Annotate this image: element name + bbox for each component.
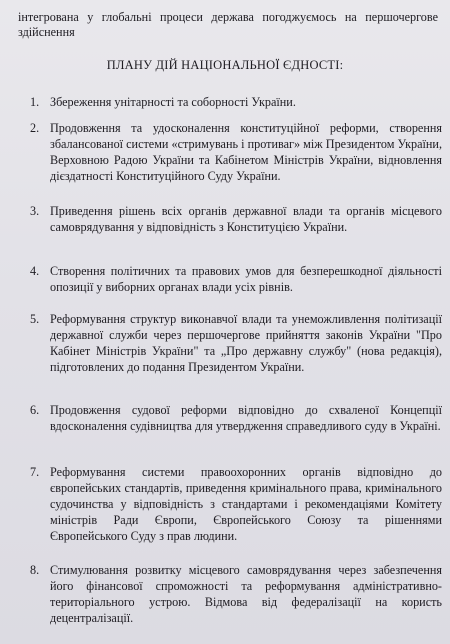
item-number: 1. <box>30 95 40 109</box>
item-number: 5. <box>30 312 40 326</box>
item-text: Приведення рішень всіх органів державної влади та органів місцевого самоврядування у відповідність з Конституцією України. <box>50 204 442 234</box>
list-item <box>30 311 442 375</box>
item-text: Реформування структур виконавчої влади та унеможливлення політизації державної служби через першочергове прийняття законів України "Про Кабінет Міністрів України" та „Про державну службу" (нова редакція), підготовлених до подання Президентом України. <box>50 312 442 374</box>
item-text: Продовження судової реформи відповідно до схваленої Концепції вдосконалення судівництва для утвердження справедливого суду в Україні. <box>50 403 442 433</box>
item-number: 6. <box>30 403 40 417</box>
item-number: 3. <box>30 204 40 218</box>
item-number: 7. <box>30 465 40 479</box>
item-text: Стимулювання розвитку місцевого самоврядування через забезпечення його фінансової спроможності та реформування адміністративно-територіального устрою. Відмова від федералізації на користь децентралізації. <box>50 563 442 625</box>
item-text: Реформування системи правоохоронних органів відповідно до європейських стандартів, приведення кримінального права, кримінального судочинства у відповідність з стандартами і рекомендаціями Комітету міністрів Ради Європи, Європейського Союзу та рішеннями Європейського Суду з прав людини. <box>50 465 442 543</box>
item-number: 8. <box>30 563 40 577</box>
list-item <box>30 94 442 110</box>
page-heading: ПЛАНУ ДІЙ НАЦІОНАЛЬНОЇ ЄДНОСТІ: <box>106 58 344 72</box>
item-text: Продовження та удосконалення конституційної реформи, створення збалансованої системи «стримувань і противаг» між Президентом України, Верховною Радою України та Кабінетом Міністрів України, відновлення дієздатності Конституційного Суду України. <box>50 121 442 183</box>
list-item <box>30 402 442 434</box>
list-item <box>30 203 442 235</box>
list-item <box>30 562 442 626</box>
item-number: 2. <box>30 121 40 135</box>
list-item <box>30 120 442 184</box>
intro-text: інтегрована у глобальні процеси держава погоджуємось на першочергове здійснення <box>18 10 438 39</box>
item-text: Збереження унітарності та соборності України. <box>50 95 296 109</box>
list-item <box>30 263 442 295</box>
item-number: 4. <box>30 264 40 278</box>
list-item <box>30 464 442 544</box>
item-text: Створення політичних та правових умов для безперешкодної діяльності опозиції у виборних органах влади усіх рівнів. <box>50 264 442 294</box>
